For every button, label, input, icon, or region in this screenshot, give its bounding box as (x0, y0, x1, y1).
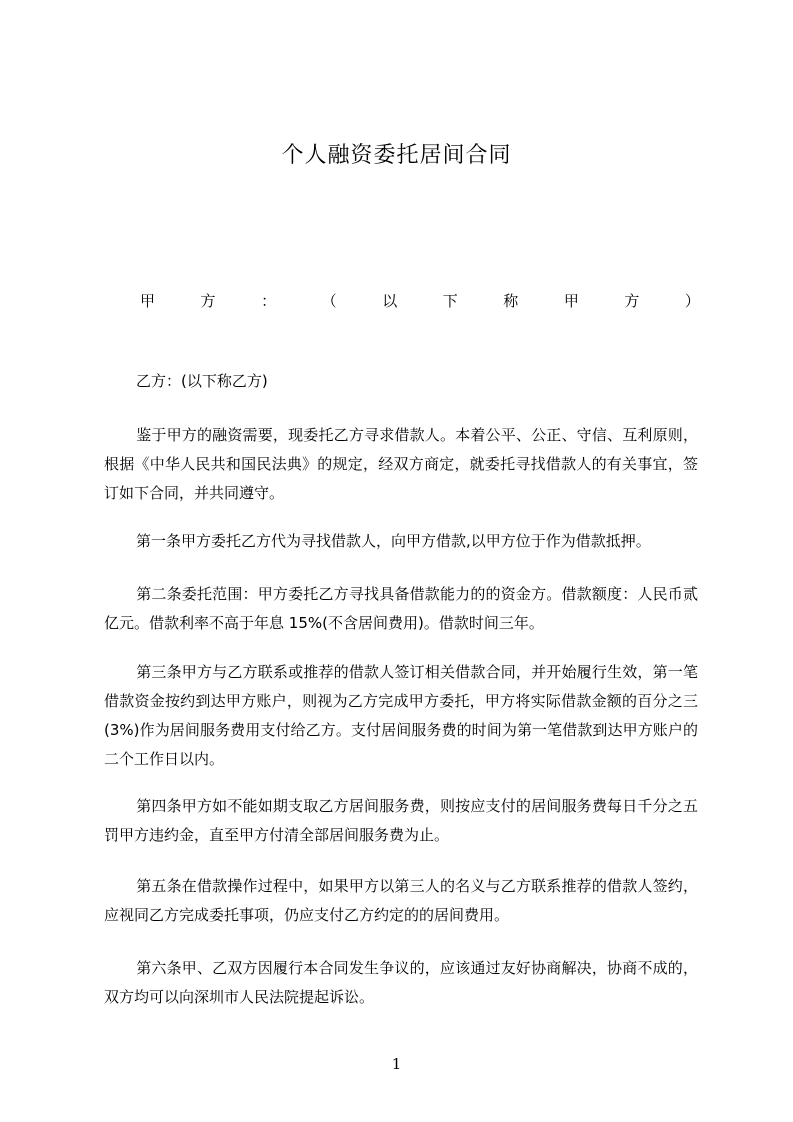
paragraph-text: 第五条在借款操作过程中，如果甲方以第三人的名义与乙方联系推荐的借款人签约，应视同乙方完成委托事项，仍应支付乙方约定的的居间费用。 (104, 877, 698, 924)
party-a-char: 方 (624, 292, 640, 310)
party-a-line (140, 289, 700, 313)
document-title: 个人融资委托居间合同 (281, 143, 512, 168)
paragraph-text: 第六条甲、乙双方因履行本合同发生争议的，应该通过友好协商解决，协商不成的，双方均可以向深圳市人民法院提起诉讼。 (104, 959, 698, 1006)
party-a-char: ） (684, 292, 700, 310)
party-a-char: 以 (382, 292, 398, 310)
paragraph-text: 第三条甲方与乙方联系或推荐的借款人签订相关借款合同，并开始履行生效，第一笔借款资金按约到达甲方账户，则视为乙方完成甲方委托，甲方将实际借款金额的百分之三(3%)作为居间服务费用支付给乙方。支付居间服务费的时间为第一笔借款到达甲方账户的二个工作日以内。 (104, 663, 698, 768)
paragraph-text: 第二条委托范围：甲方委托乙方寻找具备借款能力的的资金方。借款额度：人民币贰亿元。借款利率不高于年息 15%(不含居间费用)。借款时间三年。 (104, 585, 698, 632)
article-4-paragraph (104, 792, 698, 850)
paragraph-text: 第一条甲方委托乙方代为寻找借款人，向甲方借款,以甲方位于作为借款抵押。 (136, 532, 651, 550)
party-a-char: 称 (503, 292, 519, 310)
party-a-char: 方 (200, 292, 216, 310)
page-number: 1 (391, 1055, 402, 1073)
party-a-char: 下 (442, 292, 458, 310)
paragraph-text: 鉴于甲方的融资需要，现委托乙方寻求借款人。本着公平、公正、守信、互利原则，根据《中华人民共和国民法典》的规定，经双方商定，就委托寻找借款人的有关事宜，签订如下合同，并共同遵守。 (104, 426, 698, 502)
article-2-paragraph (104, 580, 698, 638)
preamble-paragraph (104, 421, 698, 508)
party-a-char: ： (261, 292, 277, 310)
article-5-paragraph (104, 872, 698, 930)
paragraph-text: 第四条甲方如不能如期支取乙方居间服务费，则按应支付的居间服务费每日千分之五罚甲方违约金，直至甲方付清全部居间服务费为止。 (104, 797, 698, 844)
party-a-char: 甲 (563, 292, 579, 310)
article-3-paragraph (104, 658, 698, 774)
article-6-paragraph (104, 954, 698, 1012)
party-a-char: 甲 (140, 292, 156, 310)
article-1-paragraph (104, 527, 698, 556)
party-b-line: 乙方：(以下称乙方) (136, 372, 268, 390)
party-a-char: （ (321, 292, 337, 310)
